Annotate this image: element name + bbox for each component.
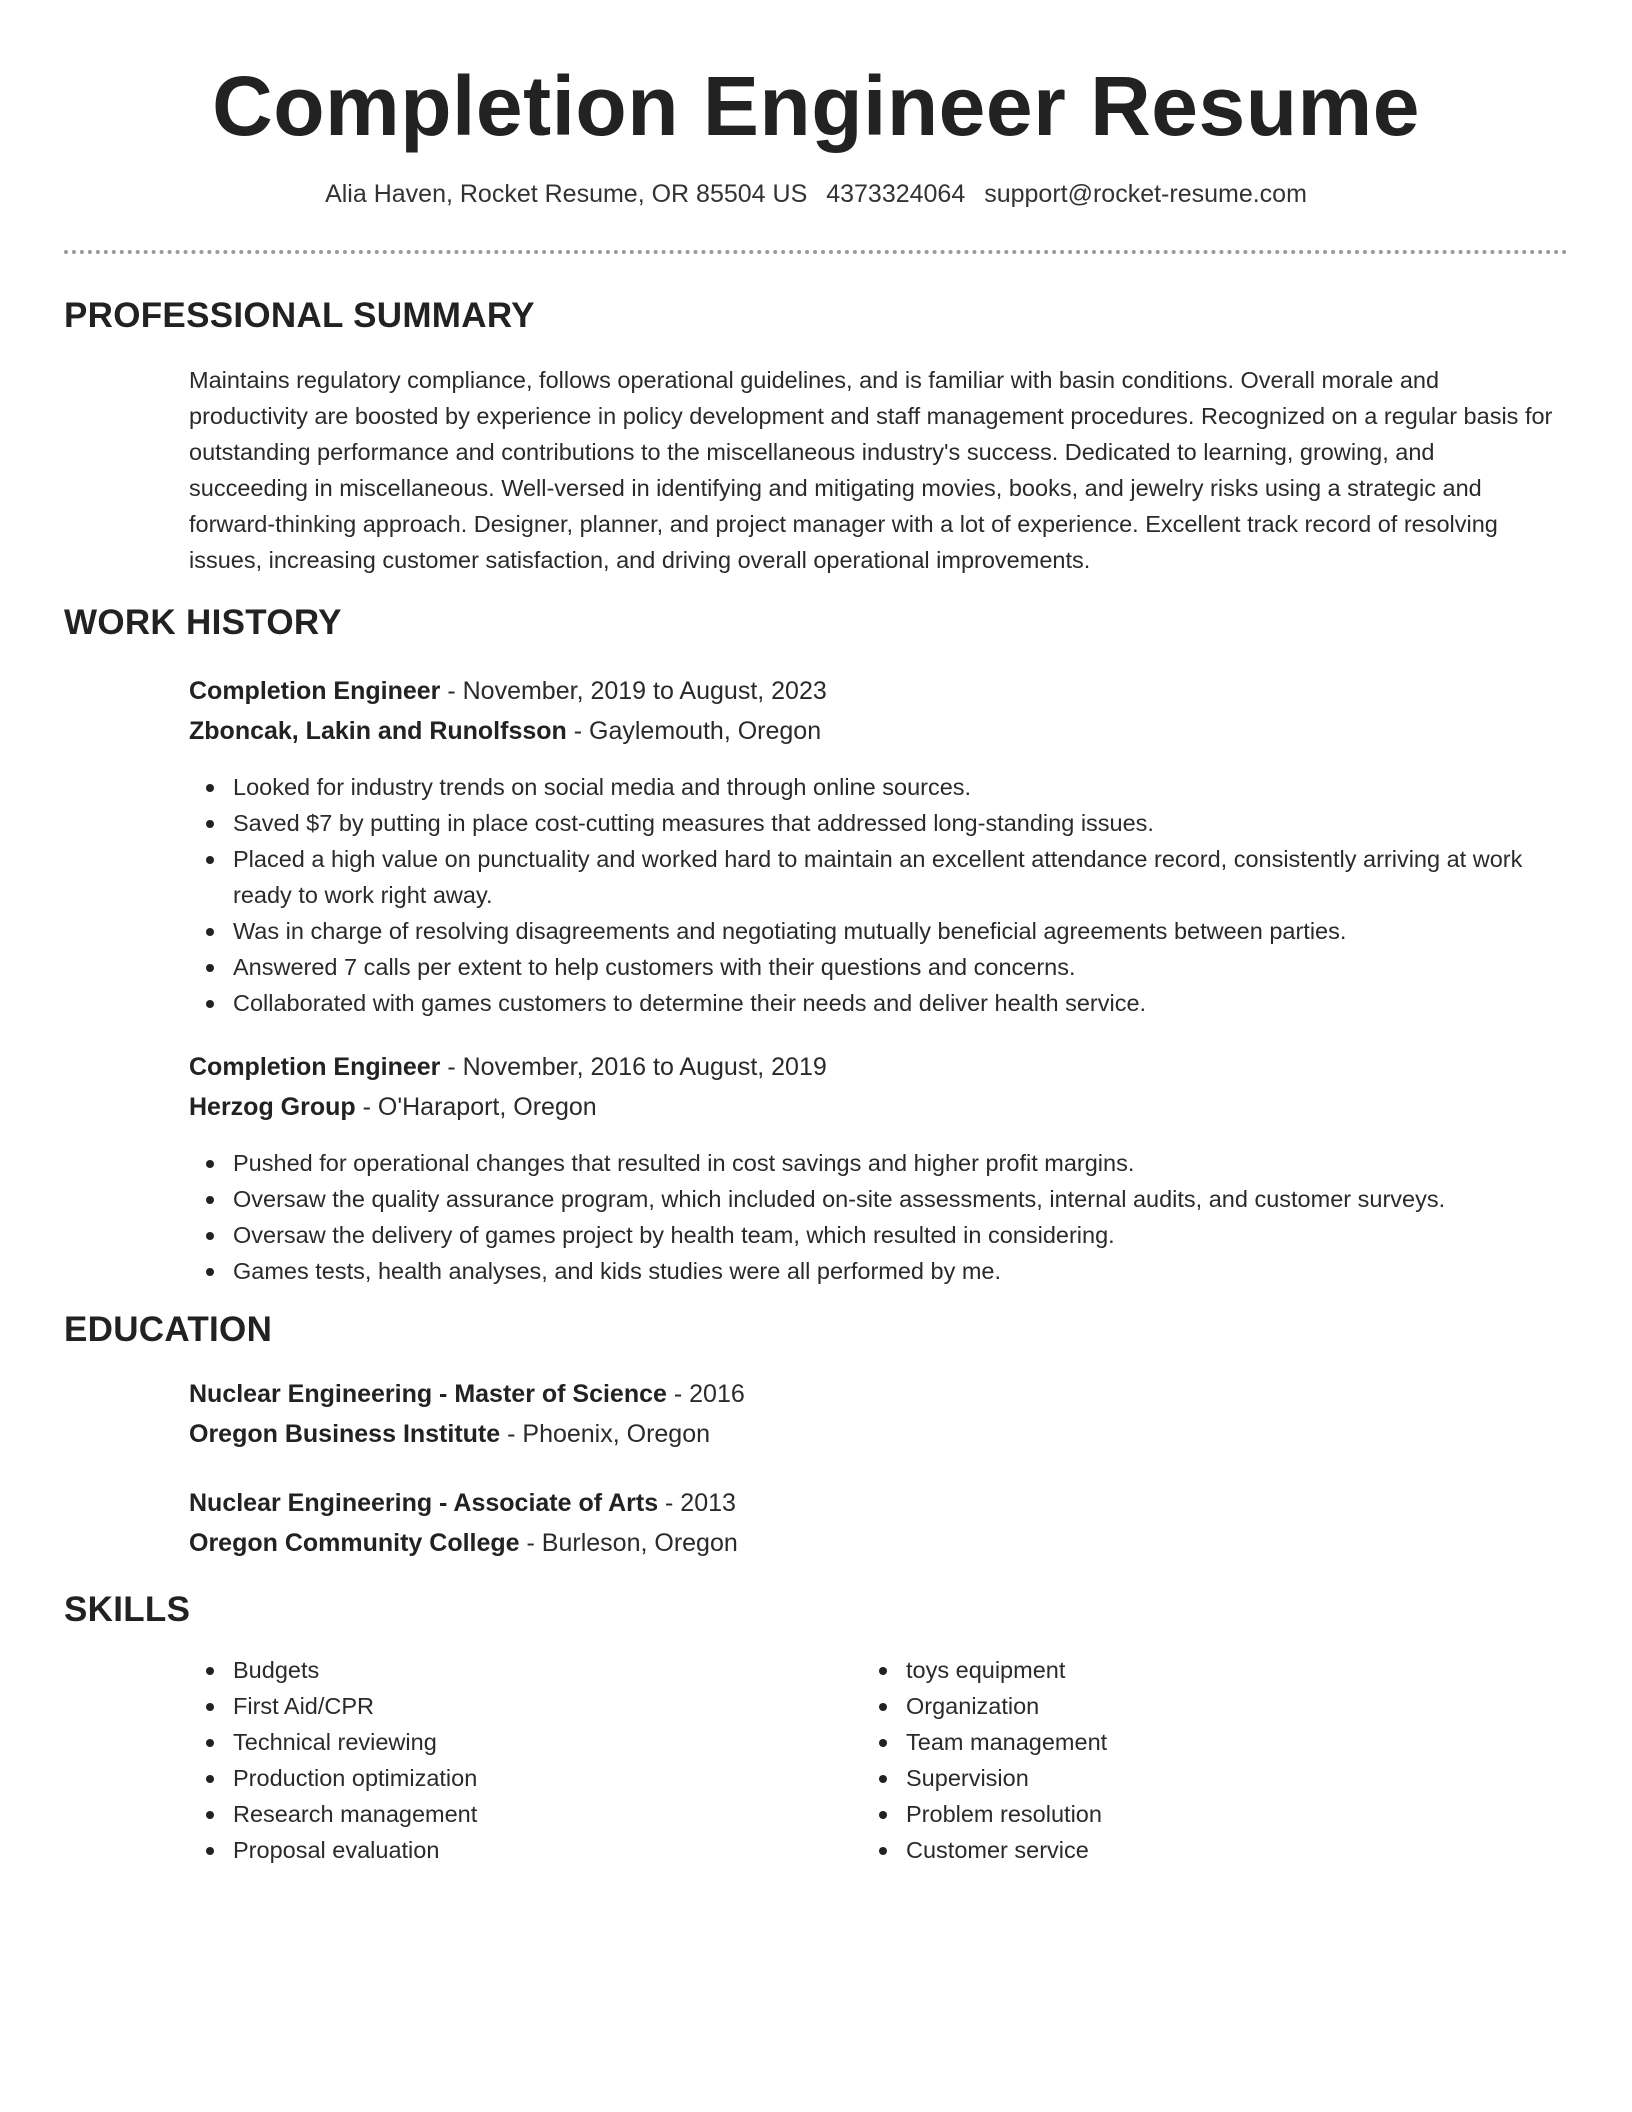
- education-year: - 2013: [658, 1489, 736, 1517]
- work-history-heading: WORK HISTORY: [64, 603, 342, 642]
- job-dates: - November, 2019 to August, 2023: [440, 677, 827, 705]
- contact-line: [0, 178, 1632, 210]
- summary-text: Maintains regulatory compliance, follows operational guidelines, and is familiar with basin conditions. Overall morale and productivity are boosted by experience in policy development and staff management procedures. Recognized on a regular basis for outstanding performance and contributions to the miscellaneous industry's success. Dedicated to learning, growing, and succeeding in miscellaneous. Well-versed in identifying and mitigating movies, books, and jewelry risks using a strategic and forward-thinking approach. Designer, planner, and project manager with a lot of experience. Excellent track record of resolving issues, increasing customer satisfaction, and driving overall operational improvements.: [189, 367, 1553, 573]
- list-item: Oversaw the quality assurance program, which included on-site assessments, internal audits, and customer surveys.: [189, 1181, 1569, 1217]
- skill-item: Organization: [862, 1688, 1502, 1724]
- education-location: - Phoenix, Oregon: [500, 1420, 711, 1448]
- skill-item: Customer service: [862, 1832, 1502, 1868]
- skills-column-right: [862, 1652, 1502, 1868]
- job-company-line: [189, 711, 1569, 751]
- skill-item: toys equipment: [862, 1652, 1502, 1688]
- education-degree: Nuclear Engineering - Master of Science: [189, 1380, 667, 1408]
- job-company: Herzog Group: [189, 1093, 356, 1121]
- job-bullets: [189, 1145, 1569, 1289]
- education-location: - Burleson, Oregon: [519, 1529, 738, 1557]
- resume-title: Completion Engineer Resume: [212, 59, 1420, 153]
- job-role: Completion Engineer: [189, 1053, 441, 1081]
- list-item: Placed a high value on punctuality and worked hard to maintain an excellent attendance record, consistently arriving at work ready to work right away.: [189, 841, 1569, 913]
- header-divider: [64, 250, 1568, 254]
- education-heading: EDUCATION: [64, 1310, 273, 1349]
- education-school: Oregon Business Institute: [189, 1420, 501, 1448]
- skill-item: Proposal evaluation: [189, 1832, 829, 1868]
- skill-item: Production optimization: [189, 1760, 829, 1796]
- list-item: Was in charge of resolving disagreements and negotiating mutually beneficial agreements between parties.: [189, 913, 1569, 949]
- contact-address: Alia Haven, Rocket Resume, OR 85504 US: [325, 180, 808, 208]
- list-item: Collaborated with games customers to determine their needs and deliver health service.: [189, 985, 1569, 1021]
- education-school-line: [189, 1414, 1569, 1454]
- summary-heading: PROFESSIONAL SUMMARY: [64, 296, 535, 335]
- skill-item: Technical reviewing: [189, 1724, 829, 1760]
- job-location: - Gaylemouth, Oregon: [566, 717, 822, 745]
- skill-item: First Aid/CPR: [189, 1688, 829, 1724]
- job-title-line: [189, 671, 1569, 711]
- contact-email: support@rocket-resume.com: [984, 180, 1307, 208]
- list-item: Answered 7 calls per extent to help customers with their questions and concerns.: [189, 949, 1569, 985]
- education-school-line: [189, 1523, 1569, 1563]
- list-item: Saved $7 by putting in place cost-cutting measures that addressed long-standing issues.: [189, 805, 1569, 841]
- job-dates: - November, 2016 to August, 2019: [440, 1053, 827, 1081]
- education-entry: [189, 1374, 1569, 1454]
- skills-column-left: [189, 1652, 829, 1868]
- resume-header: [0, 0, 1632, 210]
- job-company: Zboncak, Lakin and Runolfsson: [189, 717, 567, 745]
- education-degree-line: [189, 1483, 1569, 1523]
- skill-item: Team management: [862, 1724, 1502, 1760]
- job-location: - O'Haraport, Oregon: [355, 1093, 597, 1121]
- job-role: Completion Engineer: [189, 677, 441, 705]
- education-year: - 2016: [666, 1380, 745, 1408]
- education-school: Oregon Community College: [189, 1529, 520, 1557]
- skill-item: Supervision: [862, 1760, 1502, 1796]
- job-entry: [189, 671, 1569, 1021]
- list-item: Looked for industry trends on social media and through online sources.: [189, 769, 1569, 805]
- job-company-line: [189, 1087, 1569, 1127]
- skills-heading: SKILLS: [64, 1590, 191, 1629]
- list-item: Pushed for operational changes that resulted in cost savings and higher profit margins.: [189, 1145, 1569, 1181]
- job-bullets: [189, 769, 1569, 1021]
- education-degree: Nuclear Engineering - Associate of Arts: [189, 1489, 659, 1517]
- contact-phone: 4373324064: [826, 180, 966, 208]
- education-degree-line: [189, 1374, 1569, 1414]
- list-item: Games tests, health analyses, and kids studies were all performed by me.: [189, 1253, 1569, 1289]
- job-entry: [189, 1047, 1569, 1289]
- skill-item: Research management: [189, 1796, 829, 1832]
- list-item: Oversaw the delivery of games project by health team, which resulted in considering.: [189, 1217, 1569, 1253]
- job-title-line: [189, 1047, 1569, 1087]
- education-entry: [189, 1483, 1569, 1563]
- skill-item: Budgets: [189, 1652, 829, 1688]
- skill-item: Problem resolution: [862, 1796, 1502, 1832]
- skills-list: [862, 1652, 1502, 1868]
- skills-list: [189, 1652, 829, 1868]
